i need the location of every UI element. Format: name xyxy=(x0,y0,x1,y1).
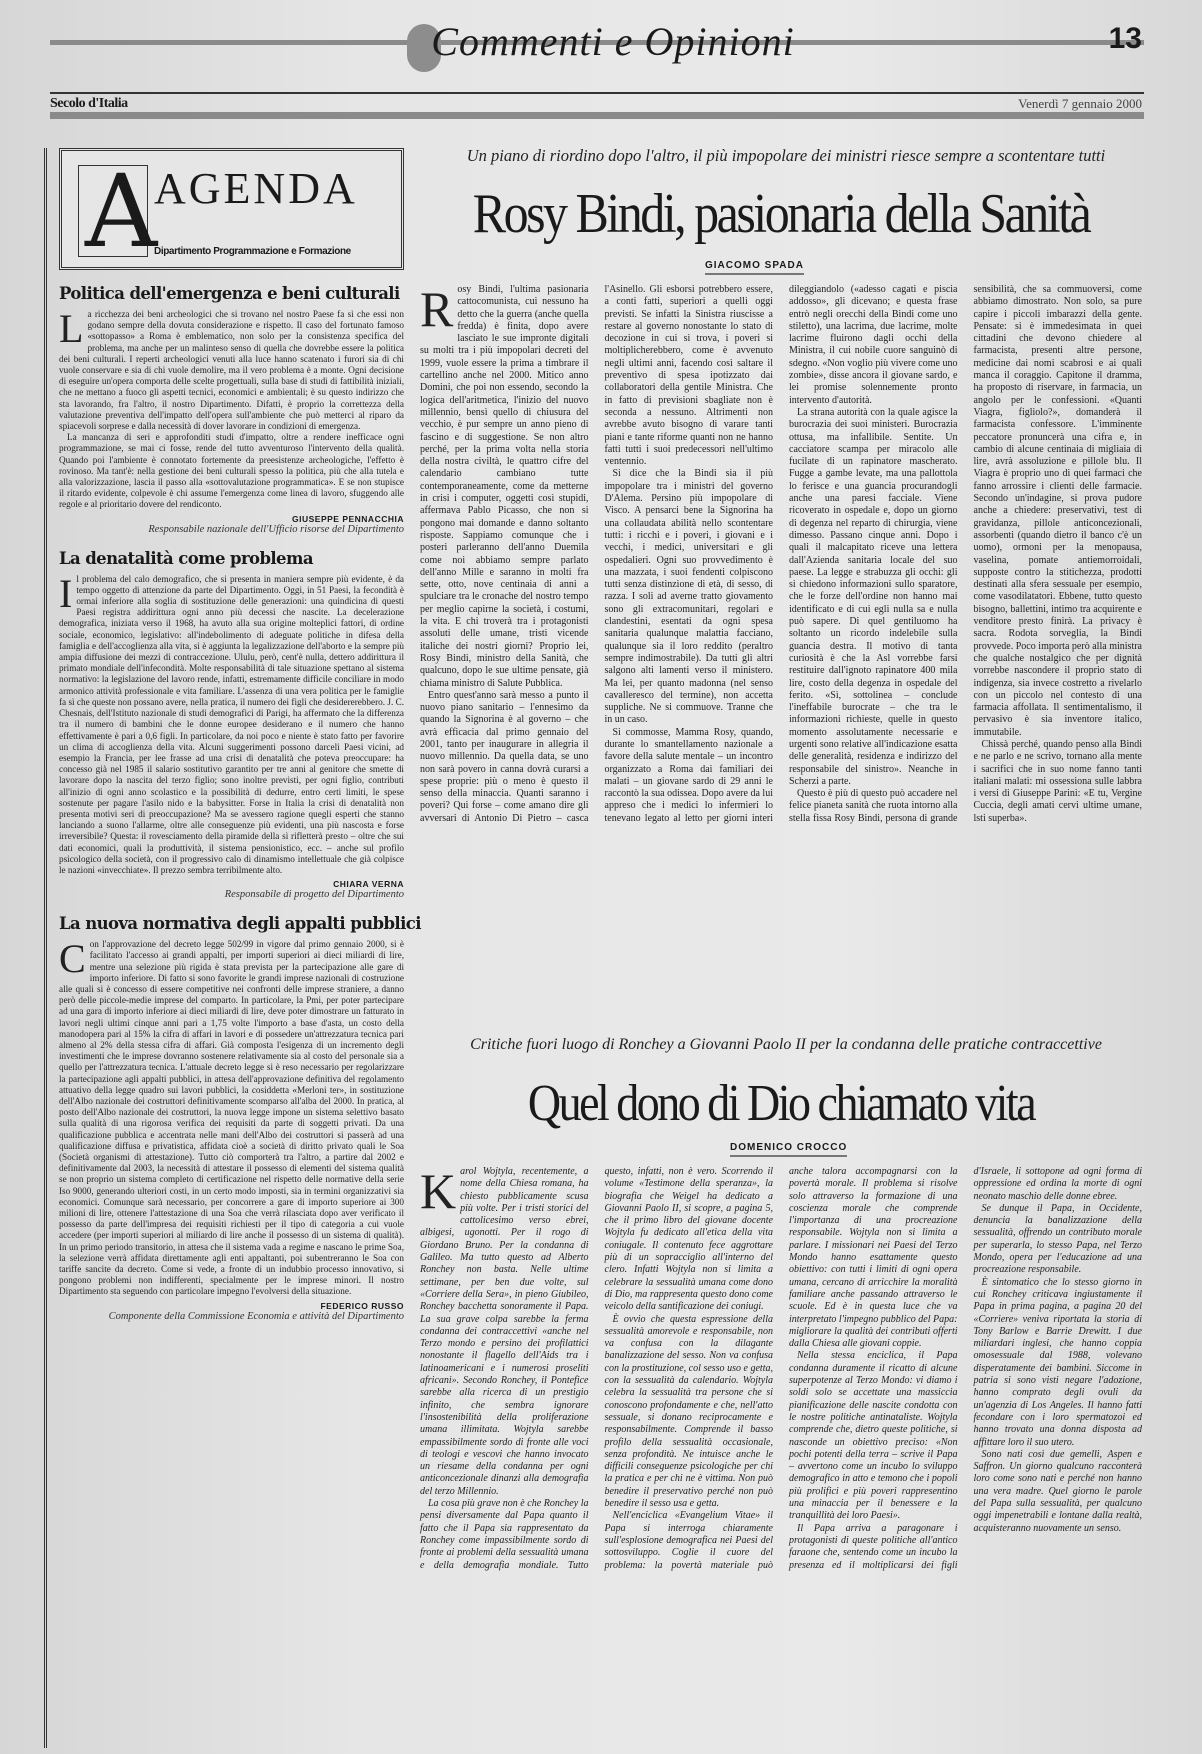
paragraph: arol Wojtyla, recentemente, a nome della Chiesa romana, ha chiesto pubblicamente scusa più volte. Per i tristi storici del cattolicesimo verso ebrei, albigesi, ugonotti. Per il rogo di Giordano Bruno. Per la condanna di Galileo. Ma tutto questo ad Alberto Ronchey non basta. Nelle ultime settimane, per ben due volte, sul «Corriere della Sera», in pieno Giubileo, Ronchey bacchetta sonoramente il Papa. La sua grave colpa sarebbe la ferma condanna dei contraccettivi «anche nel Terzo mondo e persino dei profilattici nonostante il flagello dell'Aids tra i latinoamericani e i numerosi proseliti africani». Secondo Ronchey, il Pontefice sarebbe alla ricerca di un prestigio infinito, che sembra ignorare l'insostenibilità della proliferazione umana illimitata. Wojtyla sarebbe empassibilmente sordo di fronte alle voci di teologi e vescovi che hanno invocato un riesame della condanna per ogni anticoncezionale dinanzi alla demografia del terzo Millennio. xyxy=(420,1166,589,1497)
paragraph: osy Bindi, l'ultima pasionaria cattocomunista, cui nessuno ha detto che la guerra (anche quella fredda) è finita, dopo avere lasciato le sue impronte digitali su molti tra i più impopolari decreti del 1999, vuole essere la prima a timbrare il cartellino anche nel 2000. Mitico anno Domini, che poi non essendo, secondo la logica dell'aritmetica, l'inizio del nuovo millennio, bensì quello di chiusura del vecchio, è pur sempre un anno pieno di fascino e di suggestione. Se non altro perché, per la prima volta nella storia della nostra civiltà, le quattro cifre del calendario cambiano tutte contemporaneamente, come da metterne in crisi i computer, oggetti così stupidi, affermava Pablo Picasso, che non si pongono mai domande e danno soltanto risposte. Sappiamo comunque che i posteri parleranno dell'anno Duemila come noi abbiamo sempre parlato dell'anno Mille e saranno in molti fra sette, otto, nove centinaia di anni a spulciare tra le cronache del nostro tempo per meglio capirne la società, i costumi, la vita. E chi troverà tra i protagonisti assoluti delle umane, tristi vicende italiche dei nostri giorni? Proprio lei, Rosy Bindi, ministro della Sanità, che qualcuno, dopo le sue ultime pensate, già chiama ministro di Salute Pubblica. xyxy=(420,284,589,689)
article-body xyxy=(59,306,404,511)
paragraph: a ricchezza dei beni archeologici che si trovano nel nostro Paese fa sì che essi non godano sempre della dovuta considerazione e rispetto. Il caso del fortunato famoso «sottopasso» a Roma è emblematico, non solo per la consistenza specifica del problema, ma anche per un malinteso senso di quella che dovrebbe essere la politica dei beni culturali. I reperti archeologici venuti alla luce hanno scatenato i furori sia di chi vuole conservare e sia di chi vuole demolire, ma il vero problema è a monte. Ogni decisione di eseguire un'opera comporta delle scelte progettuali, sulla base di studi di fattibilità iniziali, che ne mettano a fuoco gli aspetti tecnici, economici e ambientali; è su questo indirizzo che sta lavorando, fra l'altro, il nostro Dipartimento. Difatti, è proprio la correttezza della valutazione preventiva dell'impatto dell'opera sull'ambiente che può metterci al riparo da spiacevoli sorprese e dalla necessità di dover lavorare in condizioni di emergenza. xyxy=(59,309,404,432)
paragraph: Nell'enciclica «Evangelium Vitae» il Papa si interroga chiaramente sull'esplosione demografica nei Paesi del sottosviluppo. Coglie il cuore del problema: la povertà materiale può anche talora accompagnarsi con la povertà morale. Il problema si risolve solo attraverso la formazione di una coscienza morale che comprende l'importanza di una procreazione responsabile. Wojtyla non si limita a parlare. I missionari nei Paesi del Terzo Mondo hanno esattamente questo obiettivo: con tutti i limiti di ogni opera umana, cercano di arricchire la moralità familiare anche passando attraverso le scuole. Ed è in questa luce che va interpretato l'impegno pubblico del Papa: migliorare la qualità dei contributi offerti dalla Chiesa alle giovani coppie. xyxy=(604,1166,958,1571)
drop-cap: R xyxy=(420,281,454,337)
article-author: GIACOMO SPADA xyxy=(705,260,804,275)
paragraph: Il Papa arriva a paragonare i protagonisti di queste politiche all'antico faraone che, sentendo come un incubo la presenza ed il moltiplicarsi dei figli d'Israele, li sottopone ad ogni forma di oppressione ed ordina la morte di ogni neonato maschio delle donne ebree. xyxy=(789,1166,1142,1571)
article-body xyxy=(420,281,1142,912)
paragraph: l problema del calo demografico, che si presenta in maniera sempre più evidente, è da tempo oggetto di attenzione da parte del Dipartimento. Oggi, in 51 Paesi, la fecondità è ormai inferiore alla soglia di sostituzione delle generazioni: una quindicina di questi Paesi registra addirittura ogni anno più decessi che nascite. La decelerazione demografica, iniziata verso il 1968, ha avuto alla sua origine molteplici fattori, di ordine sociale, economico, legislativo: all'indebolimento di adeguate politiche in difesa della famiglia e dell'accoglienza alla vita, si è aggiunta la legalizzazione dell'aborto e la sempre più ampia diffusione dei mezzi di contraccezione. Ululu, però, cent'è nulla, dettero addirittura il primato mondiale dell'infecondità. Molte responsabilità di tale situazione spettano al sistema normativo: la legislazione del lavoro rende, infatti, estremamente difficile conciliare in modo armonico attività professionale e vita familiare. L'assenza di una vera politica per le famiglie fa sì che queste non possano avere, nella pratica, il numero dei figli che desidererebbero. J. C. Chesnais, dell'Istituto nazionale di studi demografici di Parigi, ha affermato che la differenza tra il numero di bambini che le donne europee desiderano e il numero che hanno effettivamente è pari a 0,6 figli. In particolare, da noi poco e niente è stato fatto per favorire un clima di accoglienza della vita. Alcuni suggerimenti possono darceli Paesi vicini, ad esempio la Francia, per lee frasse ad una crisi di denatalità che poteva preoccupare: ha concesso già nel 1985 il salario sostitutivo garantito per tre anni al genitore che smette di lavorare dopo la nascita del terzo figlio; sono inoltre previsti, per ogni figlio, contributi all'inizio di ogni anno scolastico e la possibilità di dedurre, entro certi limiti, le spese sostenute per pagare l'asilo nido e la babysitter. Forse in Italia la crisi di denatalità non presenta motivi seri di preoccupazione? Ma se avessero ragione quegli esperti che stanno lanciando a suono l'allarme, oltre alle conseguenze più evidenti, una più nascosta e forse irreversibile? Questa: il rovesciamento della piramide della sì rifletterà presto – oltre che sui dati economici, quali la produttività, il sistema pensionistico, ecc. – anche sul profilo psicologico della società, con il progressivo calo di dinamismo intellettuale che già colpisce le nazioni «invecchiate». Il prezzo sembra terribilmente alto. xyxy=(59,573,404,875)
article-author: CHIARA VERNA xyxy=(333,879,404,890)
paragraph: Si dice che la Bindi sia il più impopolare tra i ministri del governo D'Alema. Persino più impopolare di Visco. A pensarci bene la Signorina ha una collaudata abilità nello scontentare tutti: i ricchi e i poveri, i giovani e i vecchi, i medici, universitari e gli ospedalieri. Ogni suo provvedimento è una mazzata, i suoi fendenti colpiscono tutti senza distinzione di età, di sesso, di razza. I soli ad averne tratto giovamento sono gli extracomunitari, regolari e clandestini, esentati da ogni spesa sanitaria qualunque malattia facciano, qualunque sia il loro reddito (peraltro sempre indimostrabile). Da tutti gli altri salgono alti lamenti verso il ministero. Ma lei, per quanto madonna (nel senso cavalleresco del termine), non accetta suppliche. Ne si commuove. Tranne che in un caso. xyxy=(604,468,773,726)
agenda-department: Dipartimento Programmazione e Formazione xyxy=(154,246,351,257)
drop-cap: L xyxy=(59,306,84,351)
header-rule xyxy=(50,112,1144,119)
drop-cap: C xyxy=(59,936,86,982)
section-title xyxy=(0,18,1202,72)
issue-date: Venerdì 7 gennaio 2000 xyxy=(1018,96,1142,111)
agenda-title: AGENDA xyxy=(154,164,358,213)
newspaper-name: Secolo d'Italia xyxy=(50,96,128,111)
paragraph: Questo è più di questo può accadere nel felice pianeta sanità che ruota intorno alla stella fissa Rosy Bindi, persona di grande sensibilità, che sa commuoversi, come abbiamo dimostrato. Non solo, sa pure capire i piccoli imbarazzi della gente. Pensate: si è immedesimata in quei cittadini che devono chiedere al farmacista, presenti altre persone, medicine dai nomi scabrosi e ai quali manca il coraggio. Capitone il dramma, ha proposto di riservare, in farmacia, un angolo per le confessioni. «Quanti Viagra, figliolo?», domanderà il farmacista confessore. L'imminente peccatore pronuncerà una cifra e, in cambio di alcune centinaia di migliaia di lire, avrà assoluzione e pillole blu. Il Viagra è proprio uno di quei farmaci che fanno arrossire i clienti delle farmacie. Secondo un'indagine, si prova pudore anche a chiedere: preservativi, test di gravidanza, pillole anticoncezionali, assorbenti (quando dietro il banco c'è un uomo), ormoni per la menopausa, vaselina, pomate antiemorroidali, supposte contro la stitichezza, prodotti destinati alla sfera sessuale per esempio, come vasodilatatori. Ebbene, tutto questo bisogno, ballettini, intimo tra acquirente e venditore presto finirà. La privacy è sacra. Rodota sorveglia, la Bindi provvede. Poco importa però alla ministra che qualche nostalgico che per dignità vorrebbe nascondere il proprio stato di indigenza, sia invece costretto a rivelarlo con un piccolo nel contesto di una farmacia affollata. Il sentimentalismo, il pervasivo è sia inventore italico, immutabile. xyxy=(789,284,1142,824)
paragraph: Entro quest'anno sarà messo a punto il nuovo piano sanitario – l'ennesimo da quando la Signorina è al governo – che avrà efficacia dal primo gennaio del 2001, tanto per inaugurare in allegria il nuovo millennio. Da quella data, se uno non sarà povero in canna dovrà curarsi a spese proprie: più o meno è questo il senso della minaccia. Quanti saranno i poveri? Qui forse – come amano dire gli avversari di Antonio Di Pietro – casca l'Asinello. Gli esborsi potrebbero essere, a conti fatti, superiori a quelli oggi previsti. Se infatti la Sinistra riuscisse a restare al governo nonostante lo stato di decozione in cui si trova, i poveri si moltiplicherebbero, come è avvenuto negli ultimi anni, facendo così saltare il preventivo di spesa ipotizzato dai collaboratori della gentile Ministra. Che in fatto di previsioni sbagliate non è seconda a nessuno. Altrimenti non avrebbe avuto bisogno di varare tanti piani e tante riforme quanti non ne hanno fatti tutti i suoi predecessori nell'ultimo ventennio. xyxy=(420,284,773,824)
article-body xyxy=(420,1163,1142,1746)
author-role: Responsabile nazionale dell'Ufficio risorse del Dipartimento xyxy=(148,523,404,535)
paragraph: Chissà perché, quando penso alla Bindi e ne parlo e ne scrivo, tornano alla mente i sacrifici che in suo nome fanno tanti italiani malati: mi ossessiona sulle labbra i versi di Giuseppe Parini: «E tu, Vergine Cuccia, degli amati cervi ultime umane, lsti superba». xyxy=(973,738,1142,824)
paragraph: on l'approvazione del decreto legge 502/99 in vigore dal primo gennaio 2000, si è facilitato l'accesso ai grandi appalti, per importi superiori ai dieci miliardi di lire, mentre una selezione più rigida è stata prevista per la partecipazione alle gare di importo inferiore. Di fatto si sono favorite le grandi imprese nazionali di costruzione alle quali si è concesso di essere competitive nei confronti delle imprese straniere, a danno però delle piccole-medie imprese del comparto. In particolare, la Pmi, per poter partecipare ad una gara di importo inferiore ai dieci miliardi di lire, deve poter dimostrare un fatturato in lavori negli ultimi cinque anni pari a 1,75 volte l'importo a base d'asta, un costo della manodopera pari al 15% la cifra di affari in lavori e di possedere un'attrezzatura tecnica pari almeno al 2% della stessa cifra di affari. Già composta l'esigenza di un incremento degli investimenti che le imprese dovranno sostenere relativamente sia al costo del personale sia a quello per l'attrezzatura tecnica. L'attuale decreto legge si è reso necessario per regolarizzare la partecipazione agli appalti pubblici, in attesa dell'approvazione definitiva del regolamento attuativo della legge quadro sui lavori pubblici, la cosiddetta «Merloni ter», in sostituzione dell'Albo nazionale dei costruttori definitivamente scomparso all'alba del 2000. In pratica, al posto dell'Albo nazionale dei costruttori, la nuova legge impone un sistema selettivo basato sulla qualità di una rigorosa verifica dei requisiti da parte di soggetti privati. Da una qualificazione pubblica e accentrata nelle mani dell'Albo dei costruttori si passerà ad una qualificazione diffusa e privatistica, affidata cioè a società di diritto privato quali le Soa (Società organismi di attestazione). Tutto ciò comporterà tra l'altro, a partire dal 2002 e definitivamente dal 2003, la necessità di attestare il possesso di elementi del sistema qualità se non proprio un sistema completo di certificazione nel rispetto delle normative della serie Iso 9000, generando ulteriori costi, in un certo modo imposti, sia in termini organizzativi sia economici. Comunque sarà necessario, per concorrere a gare di importo superiore ai 300 milioni di lire, ottenere l'attestazione di una Soa che verrà rilasciata dopo aver verificato il possesso da parte dell'impresa dei requisiti richiesti per il tipo di categoria a cui vuole accedere (per importi superiori al miliardo di lire anche il possesso di un sistema di qualità). In un primo periodo transitorio, in attesa che il sistema vada a regime e nascano le prime Soa, la selezione verrà affidata direttamente agli enti appaltanti, poi subentreranno le Soa con tariffe sancite da decreto. Come si vede, a fronte di un indubbio processo innovativo, si pongono problemi non indifferenti, specialmente per le imprese minori. Il nostro Dipartimento sta seguendo con particolare impegno l'evolversi della situazione. xyxy=(59,939,404,1297)
drop-cap: K xyxy=(420,1163,457,1219)
article-author: GIUSEPPE PENNACCHIA xyxy=(292,513,404,524)
paragraph: La cosa più grave non è che Ronchey la pensi diversamente dal Papa quanto il fatto che il Papa sia rappresentato da Ronchey come impassibilmente sordo di fronte ai problemi della sessualità umana e della demografia mondiale. Tutto questo, infatti, non è vero. Scorrendo il volume «Testimone della speranza», la biografia che Weigel ha dedicato a Giovanni Paolo II, si scopre, a pagina 5, che il primo libro del giovane docente Wojtyla fu dedicato all'etica della vita coniugale. Il contenuto fece aggrottare più di un sopracciglio all'interno del clero. Infatti Wojtyla non si limita a celebrare la sessualità umana come dono di Dio, ma rappresenta questo dono come veicolo della santificazione dei coniugi. xyxy=(420,1166,773,1571)
article-body xyxy=(59,570,404,876)
section-title-text: Commenti e Opinioni xyxy=(431,19,795,64)
paragraph: È ovvio che questa espressione della sessualità amorevole e responsabile, non va confusa con la dilagante banalizzazione del sesso. Non va confusa con la prostituzione, col sesso uso e getta, con la sessualità da calendario. Wojtyla celebra la sessualità tra persone che si conoscono profondamente e che, nell'atto sessuale, si donano reciprocamente e responsabilmente. Comprende il basso profilo della sessualità occasionale, senza profondità. Ne intuisce anche le difficili conseguenze psicologiche per chi la pratica e per chi ne è vittima. Non può benedire il preservativo perché non può benedire il sesso usa e getta. xyxy=(604,1313,773,1510)
article-author: FEDERICO RUSSO xyxy=(320,1300,404,1311)
agenda-column xyxy=(44,148,421,1748)
article-body xyxy=(59,936,404,1298)
article-kicker: Critiche fuori luogo di Ronchey a Giovanni Paolo II per la condanna delle pratiche contraccettive xyxy=(470,1036,1102,1053)
article-headline: Quel dono di Dio chiamato vita xyxy=(527,1073,1035,1132)
paragraph: È sintomatico che lo stesso giorno in cui Ronchey criticava ingiustamente il Papa in prima pagina, a pagina 20 del «Corriere» veniva riportata la storia di Tony Barlow e Barrie Drewitt. I due miliardari inglesi, che hanno coppia omosessuale dal 1988, volevano disperatamente dei bambini. Siccome in patria si sono visti negare l'adozione, hanno comprato degli ovuli da un'agenzia di Los Angeles. Il hanno fatti fecondare con i loro spermatozoi ed hanno trovato una donna disposta ad affittare loro il suo utero. xyxy=(973,1276,1142,1448)
paragraph: Si commosse, Mamma Rosy, quando, durante lo smantellamento nazionale a favore della salute mentale – un incontro organizzato a Roma dai familiari dei malati – un giovane sardo di 29 anni le raccontò la sua odissea. Dopo avere da lui appreso che i medici lo infermieri lo tenevano legato al letto per giorni interi dileggiandolo («adesso cagati e piscia addosso», gli dicevano; e questa frase entrò negli orecchi della Bindi come uno stiletto), una lacrima, due lacrime, molte lacrime fluirono dagli occhi della Ministra, il cui nobile cuore sanguinò di sdegno. «Non voglio più vivere come uno zombie», disse ancora il giovane sardo, e lei promise solennemente pronto intervento d'autorità. xyxy=(604,284,958,824)
paragraph: La mancanza di seri e approfonditi studi d'impatto, oltre a rendere inefficace ogni programmazione, se mai ci fosse, rende del tutto avventuroso l'intervento della qualità. Quando poi l'ambiente è connotato fortemente da preesistenze archeologiche, l'effetto è rovinoso. Ma tant'è: nella gestione dei beni culturali spesso la politica, più che alla tutela e alla valorizzazione, lascia il passo alla «sottovalutazione programmatica». E se non stupisce il ritardo evidente, colpevole è chi assume l'emergenza come linea di lavoro, sfuggendo alle regole e al prioritario dovere del rendiconto. xyxy=(59,432,404,510)
paragraph: Nella stessa enciclica, il Papa condanna duramente il ricatto di alcune superpotenze al Terzo Mondo: vi diamo i soldi solo se accettate una massiccia pianificazione delle nascite condotta con le nostre politiche antinataliste. Wojtyla comprende che, dietro queste politiche, si nasconde un obiettivo preciso: «Non pochi potenti della terra – scrive il Papa – avvertono come un incubo lo sviluppo demografico in atto e temono che i popoli più prolifici e più poveri rappresentino una minaccia per il benessere e la tranquillità dei loro Paesi». xyxy=(789,1350,958,1522)
article-title: Politica dell'emergenza e beni culturali xyxy=(59,284,400,303)
author-role: Componente della Commissione Economia e attività del Dipartimento xyxy=(108,1310,404,1322)
article-headline: Rosy Bindi, pasionaria della Sanità xyxy=(472,181,1090,245)
article-title: La nuova normativa degli appalti pubblici xyxy=(59,914,421,934)
article-title: La denatalità come problema xyxy=(59,548,313,568)
paragraph: Sono nati così due gemelli, Aspen e Saffron. Un giorno qualcuno racconterà loro come sono nati e perché non hanno una vera madre. Quel giorno le parole del Papa sulla sessualità, per qualcuno oggi impenetrabili e lontane dalla realtà, acquisteranno nuovamente un senso. xyxy=(973,1448,1142,1534)
article-kicker: Un piano di riordino dopo l'altro, il più impopolare dei ministri riesce sempre a scontentare tutti xyxy=(466,146,1106,165)
agenda-logo-icon: A xyxy=(78,165,148,257)
drop-cap: I xyxy=(59,570,73,616)
paragraph: La strana autorità con la quale agisce la burocrazia dei suoi ministeri. Burocrazia ottusa, ma infallibile. Sentite. Un cacciatore scampa per miracolo alle fucilate di un rapinatore mascherato. Fugge a gambe levate, ma una pallottola lo ferisce e una guancia procurandogli anche una paresi facciale. Viene ricoverato in ospedale e, dopo un giorno di degenza nel reparto di chirurgia, viene dimesso. Passano cinque anni. Dopo i quali il malcapitato riceve una lettera dall'Azienda sanitaria locale del suo paese. La legge e strabuzza gli occhi: gli si chiedono informazioni sullo sparatore, che le forze dell'ordine non hanno mai identificato e di cui egli nulla sa e nulla può sapere. Di quel gentiluomo ha soltanto un ricordo indelebile sulla guancia destra. Il motivo di tanta curiosità è che la Asl vorrebbe farsi restituire dall'ignoto rapinatore 400 mila lire, costo della degenza in ospedale del ferito. «Sì, sottolinea – conclude l'ineffabile burocrate – che tra le informazioni richieste, quelle in questo momento assolutamente necessarie e urgenti sono relative all'indicazione esatta delle generalità, residenza e indirizzo del responsabile del sinistro». Neanche in Scherzi a parte. xyxy=(789,406,958,787)
paragraph: Se dunque il Papa, in Occidente, denuncia la banalizzazione della sessualità, offrendo un contributo morale per superarla, lo stesso Papa, nel Terzo Mondo, opera per l'educazione ad una procreazione responsabile. xyxy=(973,1202,1142,1276)
agenda-box xyxy=(59,148,404,270)
author-role: Responsabile di progetto del Dipartimento xyxy=(224,889,404,901)
page-number: 13 xyxy=(1108,22,1142,55)
header-rule xyxy=(50,92,1144,94)
article-author: DOMENICO CROCCO xyxy=(730,1142,847,1157)
